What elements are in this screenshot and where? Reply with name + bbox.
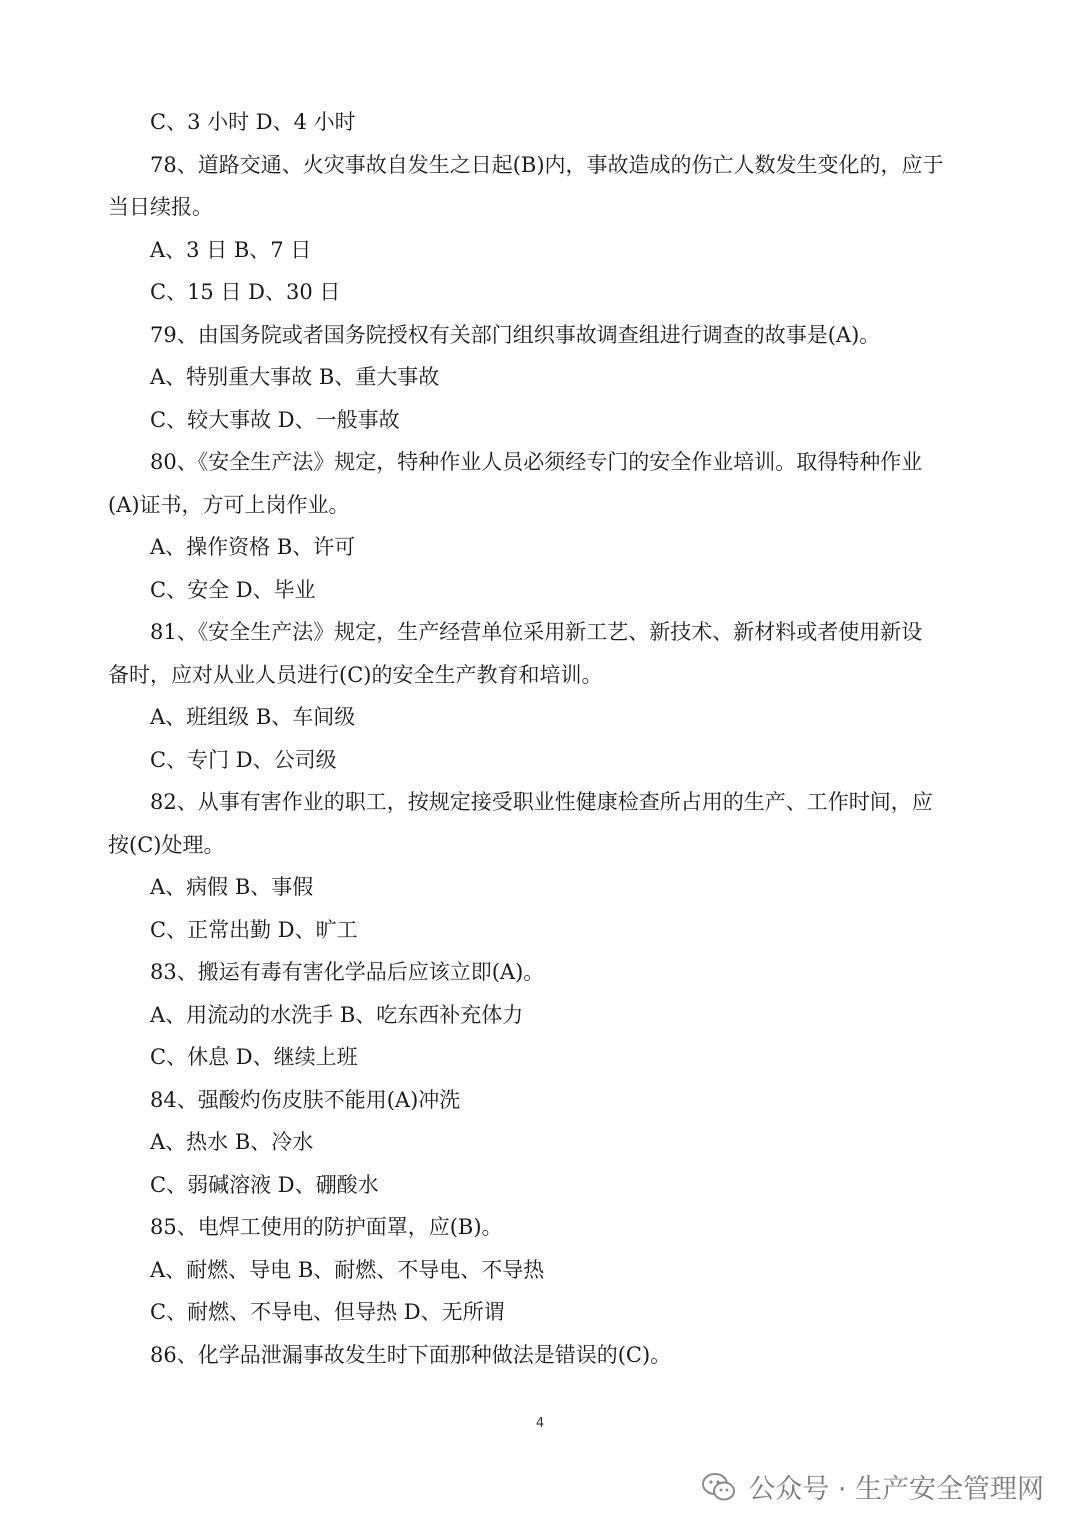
text-line: A、病假 B、事假 xyxy=(150,875,314,899)
text-line: C、耐燃、不导电、但导热 D、无所谓 xyxy=(150,1300,505,1324)
text-line: A、操作资格 B、许可 xyxy=(150,535,356,559)
watermark-text: 公众号 · 生产安全管理网 xyxy=(748,1474,1044,1505)
text-line: 备时，应对从业人员进行(C)的安全生产教育和培训。 xyxy=(108,662,603,687)
text-line: 79、由国务院或者国务院授权有关部门组织事故调查组进行调查的故事是(A)。 xyxy=(150,322,881,347)
text-line: C、15 日 D、30 日 xyxy=(150,280,341,304)
text-line: A、3 日 B、7 日 xyxy=(150,237,312,262)
document-body xyxy=(0,101,1080,1376)
text-line: 85、电焊工使用的防护面罩，应(B)。 xyxy=(150,1215,503,1239)
text-line: A、耐燃、导电 B、耐燃、不导电、不导热 xyxy=(150,1257,545,1282)
text-line: 81、《安全生产法》规定，生产经营单位采用新工艺、新技术、新材料或者使用新设 xyxy=(150,620,923,644)
text-line: 84、强酸灼伤皮肤不能用(A)冲洗 xyxy=(150,1087,461,1112)
text-line: 86、化学品泄漏事故发生时下面那种做法是错误的(C)。 xyxy=(150,1342,672,1367)
text-line: C、较大事故 D、一般事故 xyxy=(150,407,400,432)
text-line: C、安全 D、毕业 xyxy=(150,577,316,602)
text-line: 80、《安全生产法》规定，特种作业人员必须经专门的安全作业培训。取得特种作业 xyxy=(150,450,923,474)
text-line: C、正常出勤 D、旷工 xyxy=(150,917,358,942)
text-line: C、休息 D、继续上班 xyxy=(150,1045,358,1069)
watermark xyxy=(702,1467,1044,1506)
text-line: 83、搬运有毒有害化学品后应该立即(A)。 xyxy=(150,960,545,984)
text-line: 82、从事有害作业的职工，按规定接受职业性健康检查所占用的生产、工作时间，应 xyxy=(150,790,933,814)
text-line: A、特别重大事故 B、重大事故 xyxy=(150,365,440,389)
text-line: A、热水 B、冷水 xyxy=(150,1130,314,1154)
text-line: 当日续报。 xyxy=(108,195,213,219)
text-line: 78、道路交通、火灾事故自发生之日起(B)内，事故造成的伤亡人数发生变化的，应于 xyxy=(150,152,944,177)
page-number: 4 xyxy=(535,1416,545,1431)
text-line: 按(C)处理。 xyxy=(108,832,225,857)
text-line: C、弱碱溶液 D、硼酸水 xyxy=(150,1172,379,1197)
text-line: C、专门 D、公司级 xyxy=(150,747,337,772)
text-line: A、班组级 B、车间级 xyxy=(150,705,356,729)
text-line: C、3 小时 D、4 小时 xyxy=(150,110,356,134)
text-line: A、用流动的水洗手 B、吃东西补充体力 xyxy=(150,1002,524,1027)
wechat-icon xyxy=(702,1472,736,1502)
text-line: (A)证书，方可上岗作业。 xyxy=(108,492,350,517)
